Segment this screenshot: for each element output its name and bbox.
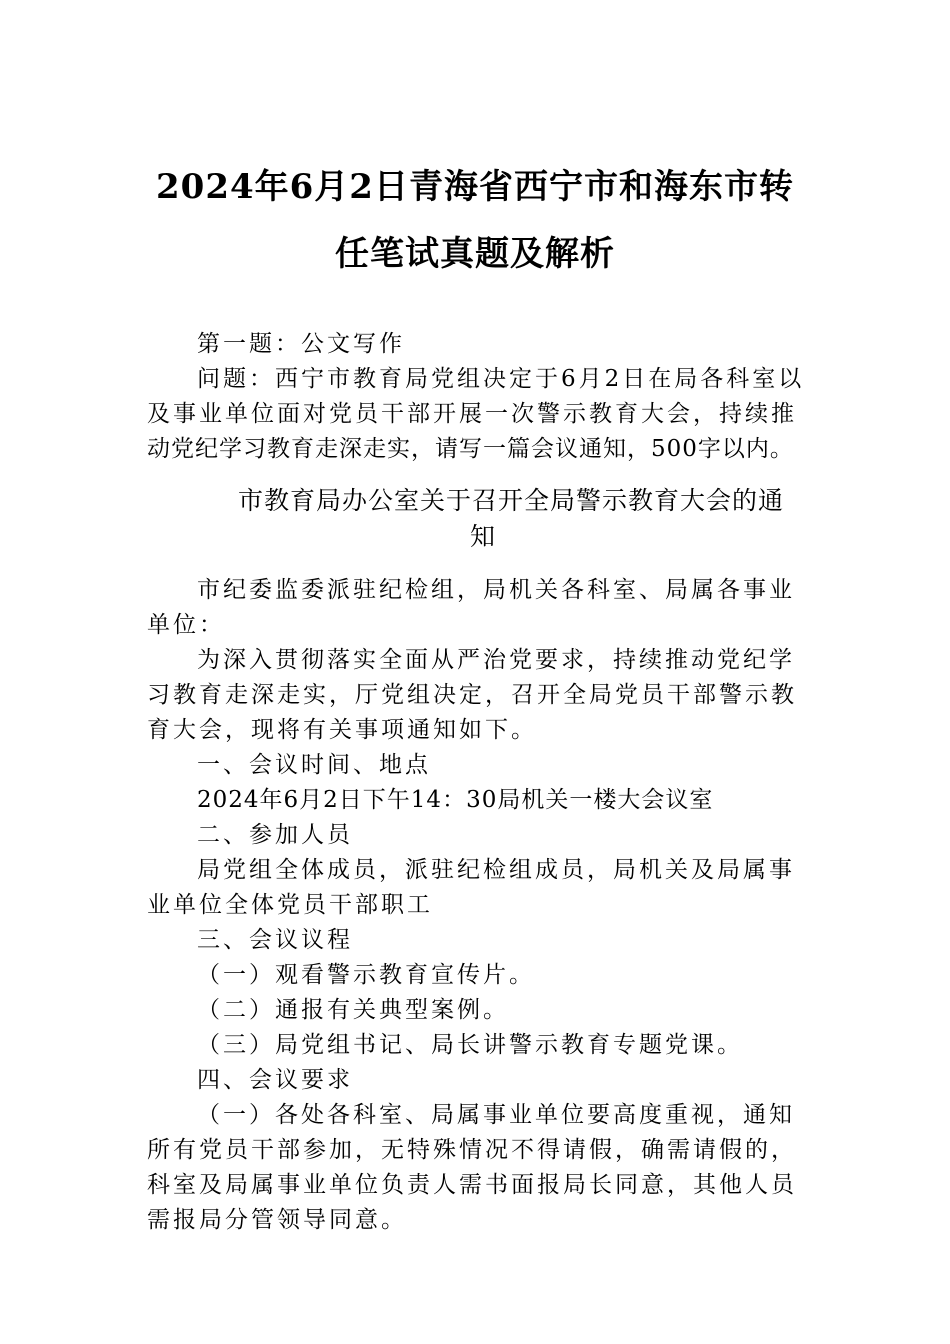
- question-line-2: 及事业单位面对党员干部开展一次警示教育大会，持续推: [147, 401, 797, 427]
- body-line-intro-1: 为深入贯彻落实全面从严治党要求，持续推动党纪学: [197, 647, 795, 673]
- body-line-intro-3: 育大会，现将有关事项通知如下。: [147, 717, 537, 743]
- requirement-line-2: 所有党员干部参加，无特殊情况不得请假，确需请假的，: [147, 1137, 797, 1163]
- notice-title-line-1: 市教育局办公室关于召开全局警示教育大会的通: [237, 486, 784, 515]
- section-heading-attendees: 二、参加人员: [197, 822, 353, 848]
- requirement-line-4: 需报局分管领导同意。: [147, 1207, 407, 1233]
- body-line-intro-2: 习教育走深走实，厅党组决定，召开全局党员干部警示教: [147, 682, 797, 708]
- body-line-attendees-1: 局党组全体成员，派驻纪检组成员，局机关及局属事: [197, 857, 795, 883]
- section-heading-requirements: 四、会议要求: [197, 1067, 353, 1093]
- question-line-3: 动党纪学习教育走深走实，请写一篇会议通知，500字以内。: [147, 436, 794, 462]
- agenda-item-3: （三）局党组书记、局长讲警示教育专题党课。: [197, 1032, 743, 1058]
- section-heading-agenda: 三、会议议程: [197, 927, 353, 953]
- section-heading-time-place: 一、会议时间、地点: [197, 752, 431, 778]
- document-title-line-2: 任笔试真题及解析: [335, 234, 615, 274]
- body-line-addressee-2: 单位：: [147, 612, 225, 638]
- notice-title-line-2: 知: [469, 522, 496, 551]
- question-line-1: 问题：西宁市教育局党组决定于6月2日在局各科室以: [197, 366, 805, 392]
- body-line-addressee-1: 市纪委监委派驻纪检组，局机关各科室、局属各事业: [197, 577, 795, 603]
- body-line-time-place: 2024年6月2日下午14：30局机关一楼大会议室: [197, 787, 714, 813]
- body-line-attendees-2: 业单位全体党员干部职工: [147, 892, 433, 918]
- agenda-item-1: （一）观看警示教育宣传片。: [197, 962, 535, 988]
- document-title-line-1: 2024年6月2日青海省西宁市和海东市转: [156, 167, 794, 207]
- agenda-item-2: （二）通报有关典型案例。: [197, 997, 509, 1023]
- requirement-line-1: （一）各处各科室、局属事业单位要高度重视，通知: [197, 1102, 795, 1128]
- requirement-line-3: 科室及局属事业单位负责人需书面报局长同意，其他人员: [147, 1172, 797, 1198]
- question-section-heading: 第一题：公文写作: [197, 331, 405, 357]
